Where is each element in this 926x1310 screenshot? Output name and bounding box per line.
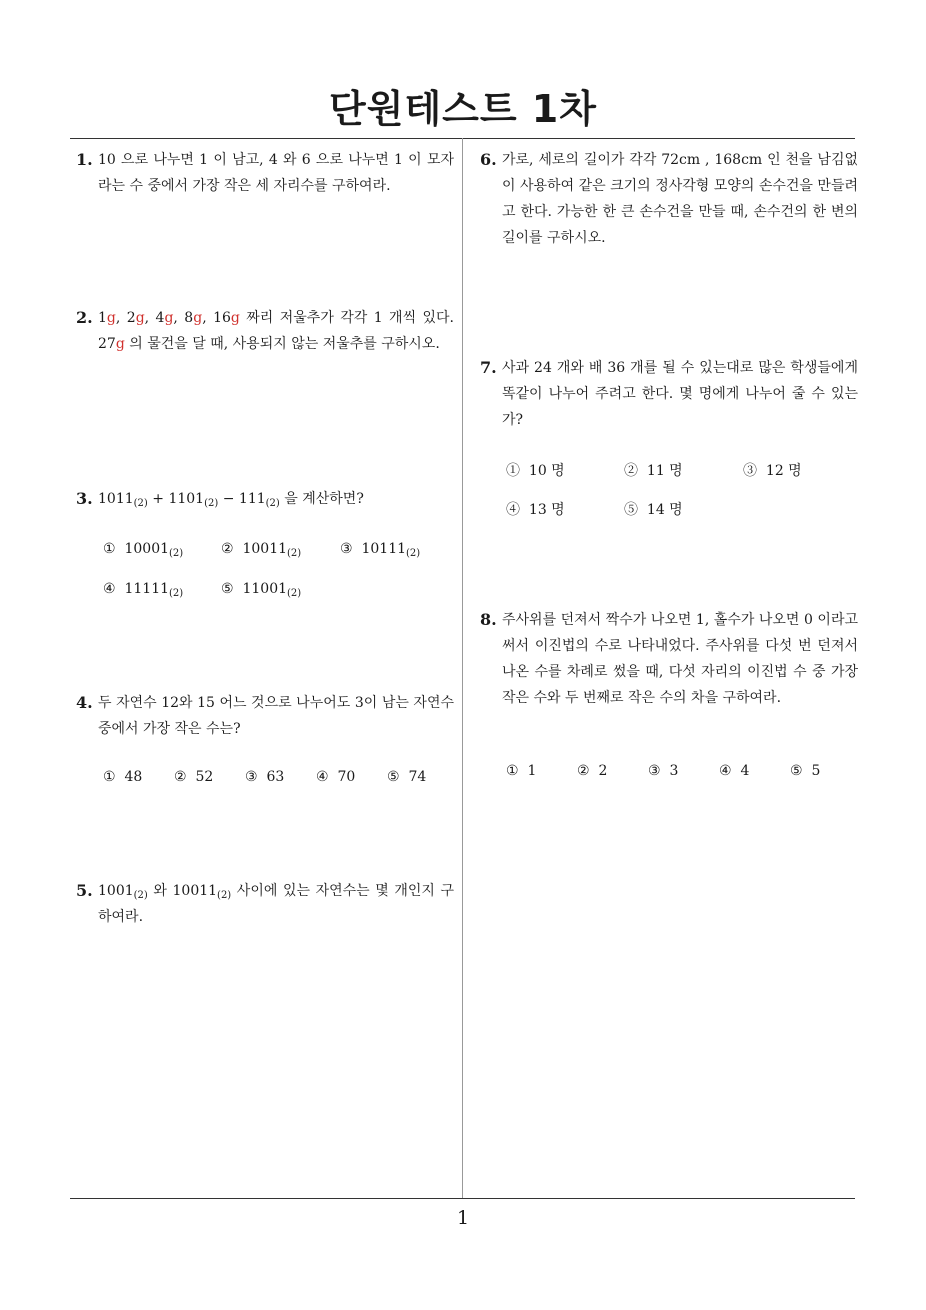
choice-5[interactable]: ⑤ 74 [387, 769, 427, 785]
question-5 [76, 878, 454, 930]
weight-unit: g [115, 336, 125, 352]
question-number: 2. [76, 308, 93, 327]
column-divider [462, 138, 463, 1198]
question-text: 사과 24 개와 배 36 개를 될 수 있는대로 많은 학생들에게 똑같이 나누어 주려고 한다. 몇 명에게 나누어 줄 수 있는가? [502, 360, 858, 428]
binary-number: 1001 [98, 883, 134, 899]
choice-1[interactable]: ① $10001_{(2)}$ [103, 541, 184, 559]
weight-value: 8 [184, 310, 194, 326]
choice-1[interactable]: ① 48 [103, 769, 143, 785]
question-text-part: 의 물건을 달 때, 사용되지 않는 저울추를 구하시오. [129, 336, 440, 352]
question-number: 3. [76, 489, 93, 508]
choice-5[interactable]: ⑤ 5 [790, 763, 821, 779]
separator: , [144, 310, 150, 326]
question-3 [76, 486, 454, 512]
question-number: 6. [480, 150, 497, 169]
page-title: 단원테스트 1차 [329, 87, 597, 131]
base-subscript: (2) [133, 890, 148, 901]
choice-3[interactable]: ③ $10111_{(2)}$ [340, 541, 421, 559]
question-text [98, 486, 454, 512]
choice-4[interactable]: ④ 4 [719, 763, 750, 779]
base-subscript: (2) [265, 498, 280, 509]
separator: , [202, 310, 207, 326]
minus-sign: − [222, 491, 235, 507]
question-6 [480, 147, 858, 251]
weight-unit: g [164, 310, 174, 326]
choice-3[interactable]: ③ 3 [648, 763, 679, 779]
question-text-part: 사이에 있는 자연수는 몇 개인지 구하여라. [98, 883, 454, 925]
question-number: 5. [76, 881, 93, 900]
question-4 [76, 690, 454, 742]
choice-1[interactable]: ① 10 명 [506, 463, 565, 479]
choice-4[interactable]: ④ 70 [316, 769, 356, 785]
question-number: 7. [480, 358, 497, 377]
question-7 [480, 355, 858, 433]
question-text-part: 와 [153, 883, 167, 899]
question-text: 가로, 세로의 길이가 각각 72cm , 168cm 인 천을 남김없이 사용하여 같은 크기의 정사각형 모양의 손수건을 만들려고 한다. 가능한 한 큰 손수건을 만들 때, 손수건의 한 변의 길이를 구하시오. [502, 152, 858, 246]
choice-3[interactable]: ③ 63 [245, 769, 285, 785]
question-number: 4. [76, 693, 93, 712]
weight-value: 2 [126, 310, 136, 326]
choice-3[interactable]: ③ 12 명 [743, 463, 802, 479]
question-1 [76, 147, 454, 199]
choice-4[interactable]: ④ $11111_{(2)}$ [103, 581, 184, 599]
question-text [98, 878, 454, 930]
choice-4[interactable]: ④ 13 명 [506, 502, 565, 518]
question-number: 8. [480, 610, 497, 629]
weight-value: 16 [213, 310, 231, 326]
binary-number: 10011 [172, 883, 218, 899]
weight-unit: g [230, 310, 240, 326]
choice-2[interactable]: ② 2 [577, 763, 608, 779]
choice-2[interactable]: ② 52 [174, 769, 214, 785]
question-2 [76, 305, 454, 357]
bottom-rule [70, 1198, 855, 1199]
binary-number: 111 [238, 491, 266, 507]
plus-sign: + [152, 491, 164, 507]
choice-2[interactable]: ② $10011_{(2)}$ [221, 541, 302, 559]
page-number: 1 [456, 1207, 470, 1229]
object-weight: 27 [98, 336, 116, 352]
question-8 [480, 607, 858, 711]
choice-5[interactable]: ⑤ 14 명 [624, 502, 683, 518]
weight-unit: g [106, 310, 116, 326]
separator: , [115, 310, 121, 326]
weight-unit: g [135, 310, 145, 326]
base-subscript: (2) [217, 890, 232, 901]
question-text: 10 으로 나누면 1 이 남고, 4 와 6 으로 나누면 1 이 모자라는 수 중에서 가장 작은 세 자리수를 구하여라. [98, 152, 454, 194]
separator: , [173, 310, 178, 326]
binary-number: 1011 [98, 491, 134, 507]
weight-unit: g [193, 310, 203, 326]
weight-value: 1 [98, 310, 107, 326]
question-text-part: 을 계산하면? [284, 491, 364, 507]
question-text-part: 짜리 저울추가 각각 1 개씩 있다. [246, 310, 455, 326]
question-number: 1. [76, 150, 93, 169]
question-text: 두 자연수 12와 15 어느 것으로 나누어도 3이 남는 자연수 중에서 가장 작은 수는? [98, 695, 454, 737]
binary-number: 1101 [168, 491, 205, 507]
question-text [98, 305, 454, 357]
choice-1[interactable]: ① 1 [506, 763, 537, 779]
question-text: 주사위를 던져서 짝수가 나오면 1, 홀수가 나오면 0 이라고 써서 이진법의 수로 나타내었다. 주사위를 다섯 번 던져서 나온 수를 차례로 썼을 때, 다섯 자리의 이진법 수 중 가장 작은 수와 두 번째로 작은 수의 차을 구하여라. [502, 612, 858, 706]
weight-value: 4 [155, 310, 165, 326]
choice-5[interactable]: ⑤ $11001_{(2)}$ [221, 581, 302, 599]
choice-2[interactable]: ② 11 명 [624, 463, 683, 479]
base-subscript: (2) [204, 498, 219, 509]
base-subscript: (2) [133, 498, 148, 509]
